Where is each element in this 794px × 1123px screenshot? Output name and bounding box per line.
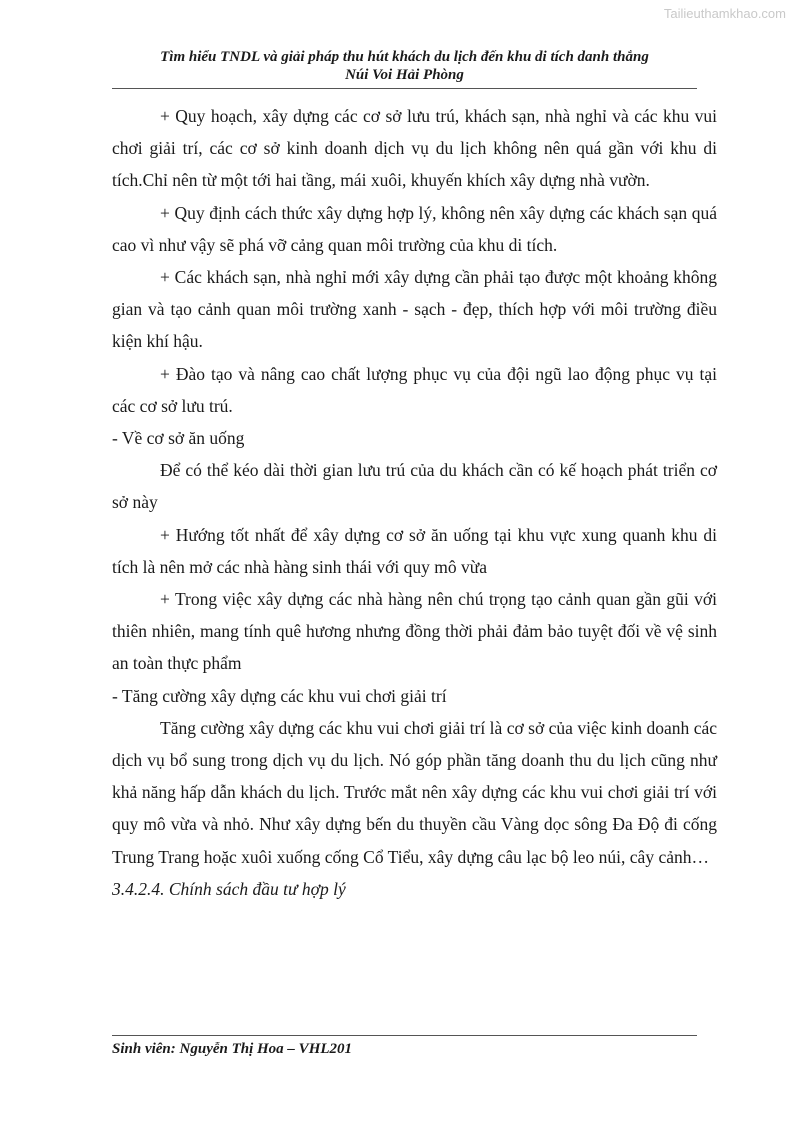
paragraph-lodging-planning: + Quy hoạch, xây dựng các cơ sở lưu trú, khách sạn, nhà nghỉ và các khu vui chơi giải trí, các cơ sở kinh doanh dịch vụ du lịch không nên quá gần với khu di tích.Chỉ nên từ một tới hai tầng, mái xuôi, khuyến khích xây dựng nhà vườn.	[112, 106, 717, 191]
page-header	[112, 48, 697, 84]
header-title-line-2: Núi Voi Hải Phòng	[345, 67, 464, 83]
paragraph-restaurant-landscape: + Trong việc xây dựng các nhà hàng nên chú trọng tạo cảnh quan gần gũi với thiên nhiên, mang tính quê hương nhưng đồng thời phải đảm bảo tuyệt đối về vệ sinh an toàn thực phẩm	[112, 589, 717, 674]
paragraph-construction-rules: + Quy định cách thức xây dựng hợp lý, không nên xây dựng các khách sạn quá cao vì như vậy sẽ phá vỡ cảng quan môi trường của khu di tích.	[112, 202, 717, 255]
subheading-entertainment: - Tăng cường xây dựng các khu vui chơi giải trí	[112, 685, 447, 706]
header-divider	[112, 88, 697, 89]
footer-divider	[112, 1035, 697, 1036]
paragraph-staff-training: + Đào tạo và nâng cao chất lượng phục vụ của đội ngũ lao động phục vụ tại các cơ sở lưu trú.	[112, 363, 717, 416]
paragraph-eco-restaurants: + Hướng tốt nhất để xây dựng cơ sở ăn uống tại khu vực xung quanh khu di tích là nên mở các nhà hàng sinh thái với quy mô vừa	[112, 524, 717, 577]
watermark: Tailieuthamkhao.com	[663, 6, 786, 21]
paragraph-dining-intro: Để có thể kéo dài thời gian lưu trú của du khách cần có kế hoạch phát triển cơ sở này	[112, 460, 717, 513]
page-footer: Sinh viên: Nguyễn Thị Hoa – VHL201	[112, 1041, 353, 1057]
document-body	[112, 100, 717, 905]
header-title-line-1: Tìm hiểu TNDL và giải pháp thu hút khách du lịch đến khu di tích danh thắng	[160, 49, 649, 65]
paragraph-green-space: + Các khách sạn, nhà nghỉ mới xây dựng cần phải tạo được một khoảng không gian và tạo cảnh quan môi trường xanh - sạch - đẹp, thích hợp với môi trường điều kiện khí hậu.	[112, 267, 717, 352]
section-heading-investment-policy: 3.4.2.4. Chính sách đầu tư hợp lý	[112, 878, 346, 899]
paragraph-entertainment: Tăng cường xây dựng các khu vui chơi giải trí là cơ sở của việc kinh doanh các dịch vụ bổ sung trong dịch vụ du lịch. Nó góp phần tăng doanh thu du lịch cũng như khả năng hấp dẫn khách du lịch. Trước mắt nên xây dựng các khu vui chơi giải trí với quy mô vừa và nhỏ. Như xây dựng bến du thuyền cầu Vàng dọc sông Đa Độ đi cống Trung Trang hoặc xuôi xuống cống Cổ Tiểu, xây dựng câu lạc bộ leo núi, cây cảnh…	[112, 717, 717, 867]
subheading-dining: - Về cơ sở ăn uống	[112, 428, 245, 449]
